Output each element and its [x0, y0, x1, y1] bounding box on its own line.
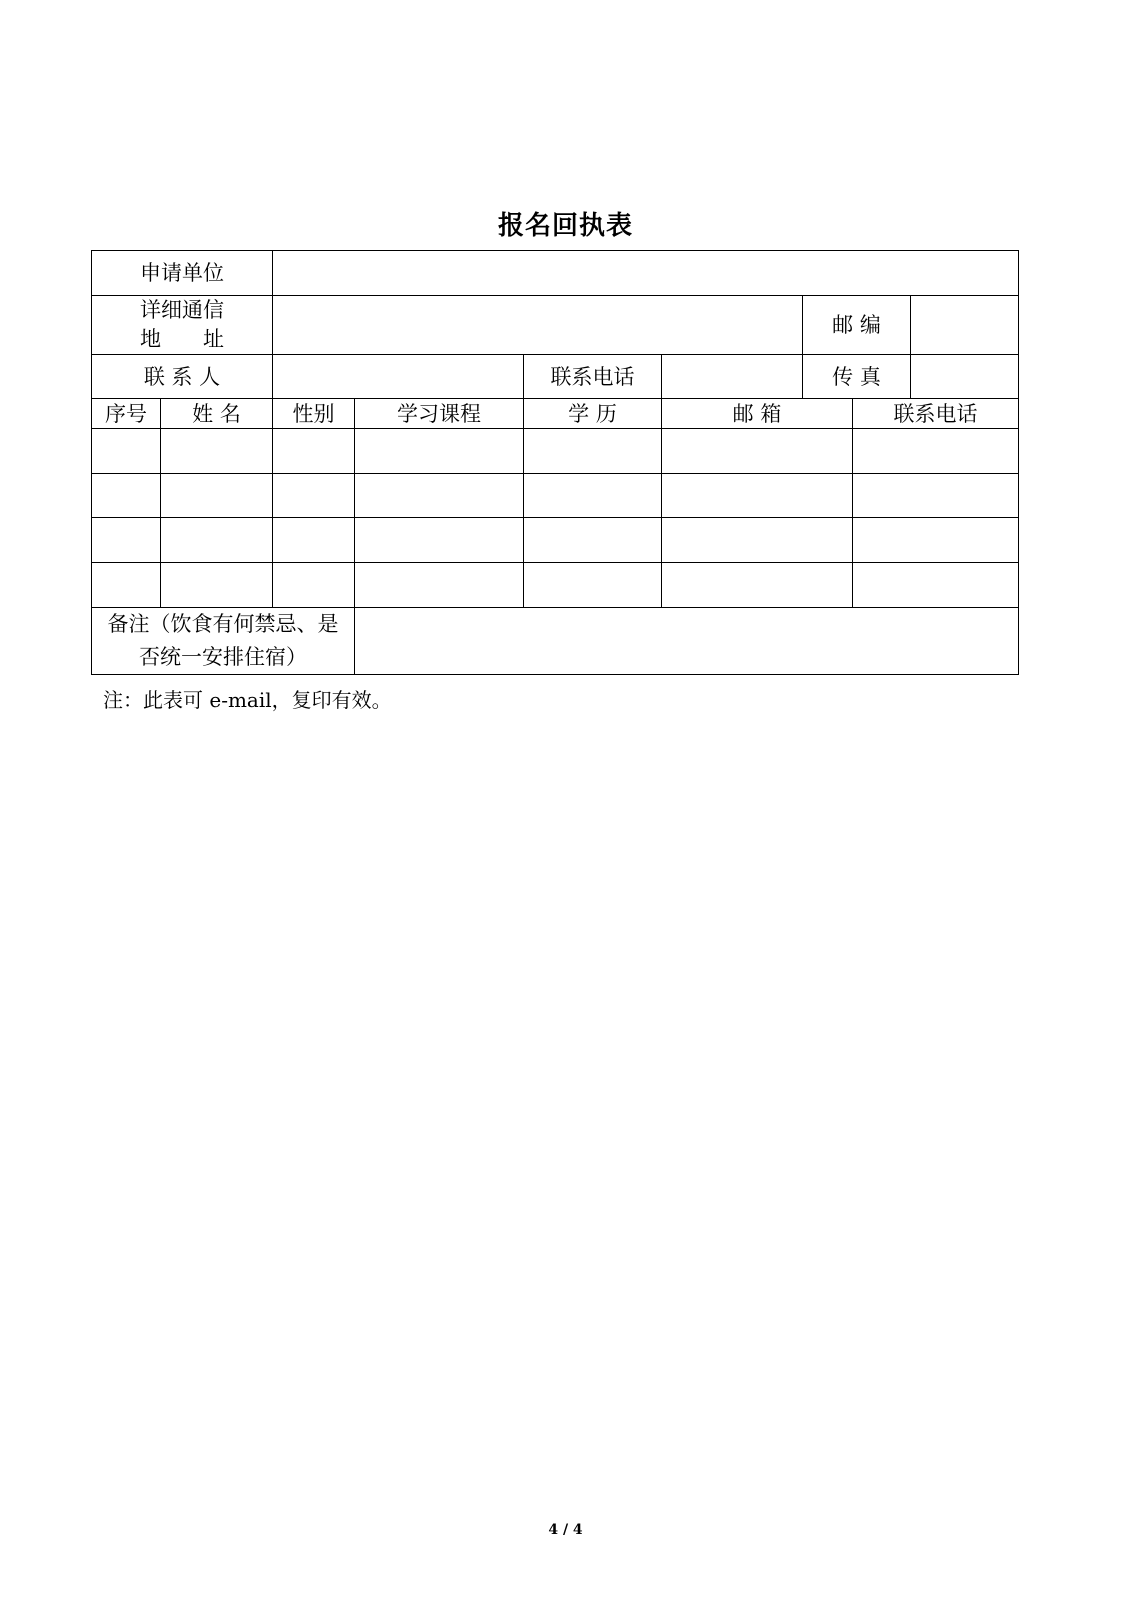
- form-title: 报名回执表: [497, 211, 633, 241]
- remarks-field[interactable]: [355, 608, 1018, 674]
- postcode-field[interactable]: [911, 296, 1018, 354]
- column-header-email: 邮 箱: [732, 401, 782, 426]
- postcode-label: 邮 编: [832, 313, 881, 337]
- footnote: 注：此表可 e-mail，复印有效。: [103, 688, 392, 712]
- table-row[interactable]: [92, 429, 1018, 473]
- remarks-label: 备注（饮食有何禁忌、是 否统一安排住宿）: [107, 612, 339, 669]
- table-row[interactable]: [92, 518, 1018, 562]
- column-header-phone: 联系电话: [893, 401, 978, 426]
- column-header-education: 学 历: [568, 401, 617, 426]
- contact-phone-label: 联系电话: [550, 364, 635, 389]
- contact-person-field[interactable]: [273, 355, 523, 398]
- column-header-name: 姓 名: [192, 401, 241, 426]
- contact-phone-field[interactable]: [662, 355, 802, 398]
- column-header-course: 学习课程: [397, 401, 481, 426]
- column-header-gender: 性别: [292, 401, 335, 426]
- address-field[interactable]: [273, 296, 802, 354]
- address-label: 详细通信 地 址: [140, 298, 224, 351]
- fax-field[interactable]: [911, 355, 1018, 398]
- column-header-number: 序号: [105, 401, 147, 426]
- contact-person-label: 联 系 人: [143, 364, 221, 389]
- table-row[interactable]: [92, 563, 1018, 607]
- applicant-unit-field[interactable]: [273, 251, 1018, 295]
- page-number: 4 / 4: [548, 1522, 583, 1538]
- applicant-unit-label: 申请单位: [140, 261, 224, 285]
- fax-label: 传 真: [832, 364, 881, 389]
- table-row[interactable]: [92, 474, 1018, 517]
